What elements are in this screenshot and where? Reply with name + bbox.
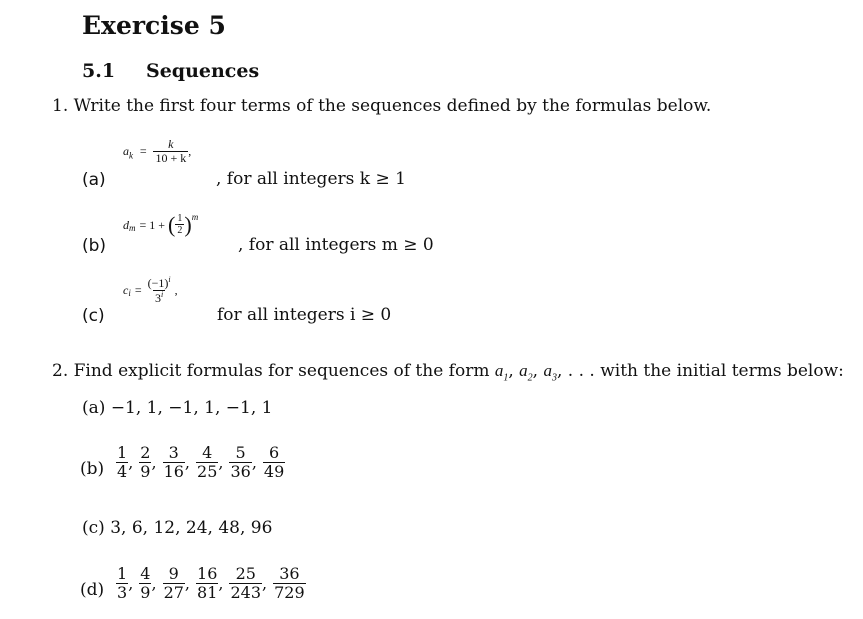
question-2-prompt: 2. Find explicit formulas for sequences of the form $a_1$, $a_2$, $a_3$, . . . with the initial terms below: xyxy=(52,361,844,384)
sequence-term xyxy=(196,565,218,601)
q2-b-fractions xyxy=(116,444,285,480)
sequence-term xyxy=(163,444,185,480)
term-separator: , xyxy=(218,452,224,472)
term-numerator: 4 xyxy=(140,564,151,583)
term-denominator: 9 xyxy=(140,582,151,602)
term-separator: , xyxy=(184,573,191,593)
q1-a-formula: $a_k$ = $\frac{k}{10 + k}$ , xyxy=(123,137,192,165)
term-denominator: 3 xyxy=(117,582,128,602)
term-separator: , xyxy=(218,573,224,593)
q2-c xyxy=(82,518,272,538)
term-numerator: 1 xyxy=(117,564,128,583)
term-numerator: 4 xyxy=(202,443,213,462)
term-numerator: 3 xyxy=(168,443,179,462)
q2-d-fractions xyxy=(116,565,306,601)
term-numerator: 5 xyxy=(235,443,246,462)
term-denominator: 243 xyxy=(230,582,262,602)
sequence-term xyxy=(229,565,262,601)
question-1-prompt: 1. Write the first four terms of the sequences defined by the formulas below. xyxy=(52,96,712,116)
term-separator: , xyxy=(184,452,191,472)
term-separator: , xyxy=(128,573,134,593)
sequence-term xyxy=(196,444,218,480)
q1-c-formula: c $_i$ = $\frac{(-1)^i}{3^i}$ , xyxy=(123,275,178,305)
term-numerator: 1 xyxy=(117,443,128,462)
term-numerator: 16 xyxy=(197,564,218,583)
term-denominator: 81 xyxy=(197,582,218,602)
term-denominator: 36 xyxy=(230,461,251,481)
term-numerator: 2 xyxy=(140,443,151,462)
term-separator: , xyxy=(262,573,268,593)
section-number: 5.1 xyxy=(82,60,116,82)
term-denominator: 16 xyxy=(163,461,184,481)
term-separator: , xyxy=(128,452,134,472)
term-numerator: 9 xyxy=(168,564,179,583)
sequence-term xyxy=(139,444,151,480)
page-title: Exercise 5 xyxy=(82,11,226,40)
term-separator: , xyxy=(251,452,257,472)
q1-b-label: (b) xyxy=(82,236,107,256)
term-numerator: 36 xyxy=(279,564,300,583)
term-denominator: 9 xyxy=(140,461,151,481)
sequence-term xyxy=(116,444,128,480)
term-denominator: 4 xyxy=(117,461,128,481)
q1-c-label: (c) xyxy=(82,306,105,326)
sequence-term xyxy=(163,565,185,601)
term-numerator: 6 xyxy=(269,443,280,462)
sequence-term xyxy=(273,565,306,601)
q2-a-terms: −1, 1, −1, 1, −1, 1 xyxy=(110,398,273,418)
q2-a-label: (a) xyxy=(82,398,106,418)
term-numerator: 25 xyxy=(235,564,256,583)
term-separator: , xyxy=(151,573,157,593)
q2-c-label: (c) xyxy=(82,518,105,538)
term-denominator: 25 xyxy=(197,461,218,481)
sequence-term xyxy=(263,444,285,480)
sequence-term xyxy=(229,444,251,480)
q2-a xyxy=(82,398,272,418)
q2-d-label: (d) xyxy=(80,580,105,600)
q2-b-label: (b) xyxy=(80,459,105,479)
term-denominator: 49 xyxy=(263,461,285,481)
sequence-term xyxy=(116,565,128,601)
term-denominator: 27 xyxy=(163,582,184,602)
section-title: Sequences xyxy=(146,60,260,82)
q1-c-condition: for all integers i ≥ 0 xyxy=(217,305,392,325)
q1-a-label: (a) xyxy=(82,170,106,190)
q1-b-condition: , for all integers m ≥ 0 xyxy=(238,235,434,255)
sequence-term xyxy=(139,565,151,601)
q2-c-terms: 3, 6, 12, 24, 48, 96 xyxy=(110,518,273,538)
term-denominator: 729 xyxy=(274,582,305,602)
term-separator: , xyxy=(151,452,157,472)
q1-b-formula: d $_m$ = 1 + ( $\frac{1}{2}$ ) $^m$ xyxy=(123,212,199,237)
q1-a-condition: , for all integers k ≥ 1 xyxy=(216,169,406,189)
